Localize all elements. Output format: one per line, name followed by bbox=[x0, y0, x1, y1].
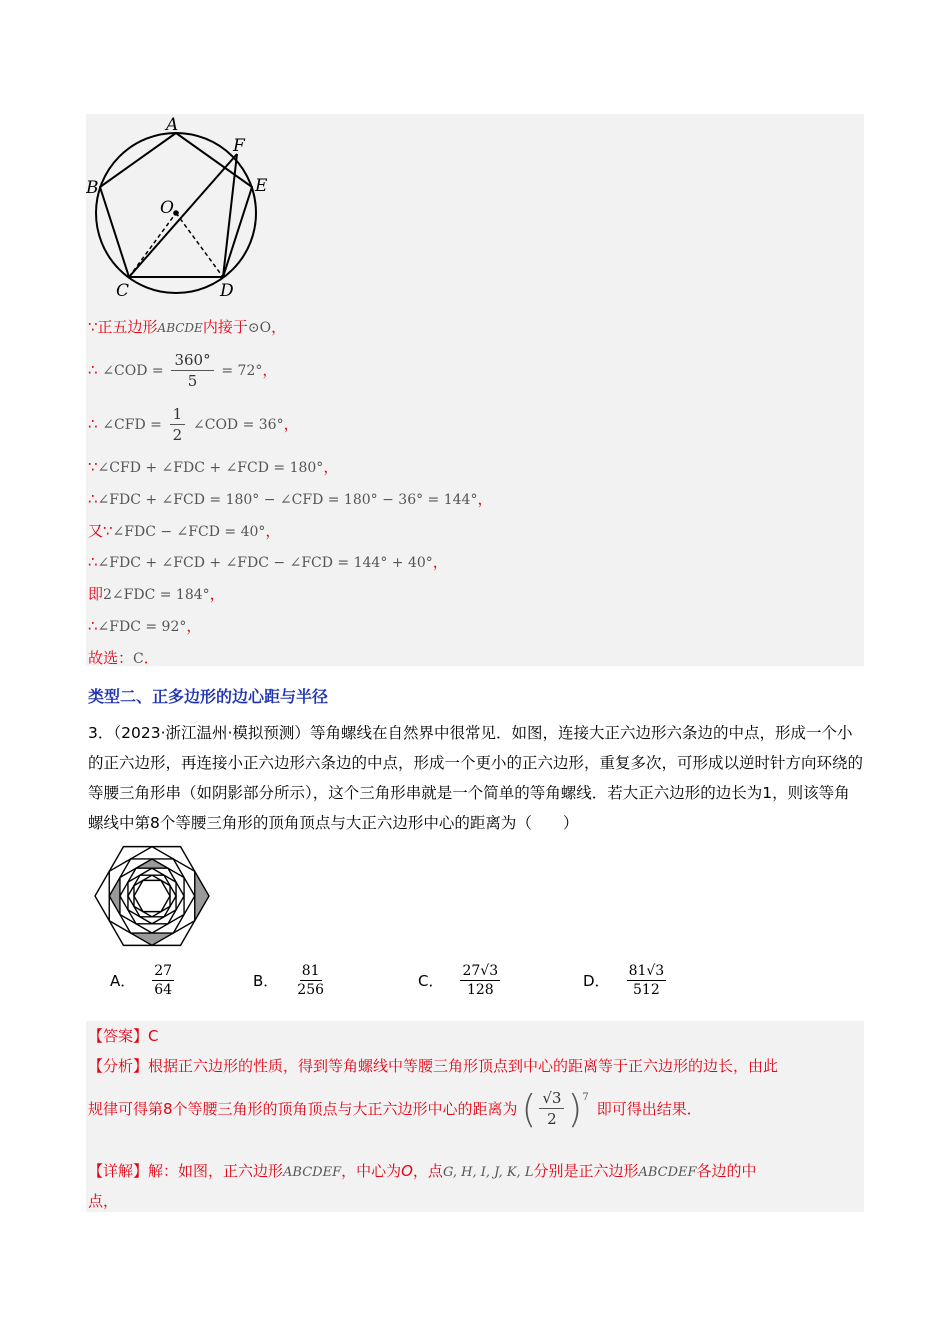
math: ABCDE bbox=[157, 321, 203, 335]
math: ∠FDC + ∠FCD = 180° − ∠CFD = 180° − 36° = 144° bbox=[97, 492, 478, 508]
numerator: 360° bbox=[171, 350, 213, 371]
math: G, H, I, J, K, L bbox=[442, 1165, 534, 1180]
fraction bbox=[170, 404, 186, 445]
option-fraction bbox=[460, 962, 500, 999]
text: ∴ bbox=[88, 553, 98, 571]
detail-text: 各边的中 bbox=[696, 1162, 757, 1180]
hexagon bbox=[134, 875, 170, 917]
detail-text: O bbox=[401, 1162, 413, 1180]
hexagon-spiral-figure bbox=[86, 838, 218, 954]
label-f: F bbox=[233, 136, 245, 156]
hexagon bbox=[128, 875, 176, 917]
text: ∴ bbox=[88, 490, 98, 508]
text: ． bbox=[143, 649, 159, 667]
text: ∴ bbox=[88, 415, 98, 433]
text: ∵ bbox=[88, 458, 98, 476]
label-d: D bbox=[220, 281, 234, 301]
numerator: 81 bbox=[301, 963, 320, 979]
label-b: B bbox=[86, 178, 99, 198]
option-label: B． bbox=[253, 972, 279, 990]
hexagon bbox=[128, 868, 176, 924]
detail-text: 分别是正六边形 bbox=[533, 1162, 639, 1180]
exponent: 7 bbox=[582, 1092, 589, 1103]
pentagon-circle-figure bbox=[86, 114, 286, 304]
option-fraction bbox=[627, 962, 667, 999]
detail-tag: 【详解】 bbox=[88, 1162, 149, 1180]
analysis-text: 规律可得第8个等腰三角形的顶角顶点与大正六边形中心的距离为 bbox=[88, 1100, 518, 1118]
option-a[interactable] bbox=[110, 962, 177, 999]
text: 又∵ bbox=[88, 522, 113, 540]
detail-text: 解：如图，正六边形 bbox=[148, 1162, 284, 1180]
hexagon bbox=[109, 859, 195, 933]
analysis-tag: 【分析】 bbox=[88, 1057, 149, 1075]
denominator: 2 bbox=[172, 426, 183, 444]
numerator: 1 bbox=[170, 404, 186, 425]
option-c[interactable] bbox=[418, 962, 503, 999]
paren: ( bbox=[521, 1086, 537, 1131]
section-heading: 类型二、正多边形的边心距与半径 bbox=[88, 687, 329, 706]
paren: ) bbox=[567, 1086, 583, 1131]
detail-line-2: 点， bbox=[88, 1192, 119, 1210]
math: C bbox=[133, 651, 144, 667]
solution-line-1 bbox=[88, 316, 286, 337]
solution-line-7 bbox=[88, 551, 448, 572]
spiral-triangle bbox=[131, 933, 174, 945]
spiral-triangle bbox=[136, 859, 168, 868]
solution-line-2 bbox=[88, 350, 277, 391]
solution-line-6 bbox=[88, 520, 280, 541]
solution-line-8 bbox=[88, 583, 225, 604]
analysis-line-1 bbox=[88, 1055, 778, 1076]
math: ∠COD = 36° bbox=[193, 417, 284, 433]
text: 故选： bbox=[88, 649, 134, 667]
math: ∠FDC + ∠FCD + ∠FDC − ∠FCD = 144° + 40° bbox=[97, 555, 433, 571]
denominator: 5 bbox=[187, 372, 198, 390]
solution-line-9 bbox=[88, 615, 201, 636]
option-d[interactable] bbox=[583, 962, 669, 999]
numerator: 27√3 bbox=[462, 963, 499, 979]
denominator: 128 bbox=[466, 982, 494, 998]
label-e: E bbox=[255, 176, 268, 196]
option-fraction bbox=[295, 962, 326, 999]
option-fraction bbox=[152, 962, 174, 999]
text: ∵正五边形 bbox=[88, 318, 158, 336]
text: ∴ bbox=[88, 361, 98, 379]
answer-line bbox=[88, 1025, 159, 1046]
text: ， bbox=[271, 318, 287, 336]
text: ， bbox=[477, 490, 493, 508]
math: = 72° bbox=[221, 363, 263, 379]
math: ∠COD = bbox=[102, 363, 164, 379]
text: ， bbox=[186, 617, 202, 635]
power-expression bbox=[522, 1088, 589, 1129]
fraction bbox=[539, 1088, 564, 1129]
text: ， bbox=[265, 522, 281, 540]
denominator: 512 bbox=[633, 982, 660, 998]
spiral-triangle bbox=[195, 871, 209, 920]
label-a: A bbox=[166, 115, 179, 135]
answer-value: C bbox=[148, 1027, 159, 1045]
option-label: C． bbox=[418, 972, 444, 990]
numerator: 27 bbox=[154, 963, 173, 979]
hexagon bbox=[120, 868, 184, 924]
question-source: （2023·浙江温州·模拟预测） bbox=[113, 724, 310, 742]
text: ， bbox=[323, 458, 339, 476]
numerator: 81√3 bbox=[628, 963, 665, 979]
question-number: 3． bbox=[88, 724, 114, 742]
analysis-text: 根据正六边形的性质，得到等角螺线中等腰三角形顶点到中心的距离等于正六边形的边长，由此 bbox=[148, 1057, 779, 1075]
question-text bbox=[88, 718, 864, 838]
math: ∠CFD = bbox=[102, 417, 162, 433]
detail-text: ，点 bbox=[412, 1162, 443, 1180]
spiral-triangle bbox=[109, 877, 120, 914]
hexagon bbox=[134, 880, 170, 911]
denominator: 2 bbox=[547, 1110, 557, 1128]
math: ABCDEF bbox=[638, 1165, 697, 1180]
text: ， bbox=[283, 415, 299, 433]
denominator: 256 bbox=[297, 982, 325, 998]
detail-line-1 bbox=[88, 1160, 757, 1181]
numerator: √3 bbox=[539, 1088, 564, 1109]
label-c: C bbox=[116, 281, 130, 301]
math: ∠CFD + ∠FDC + ∠FCD = 180° bbox=[97, 460, 324, 476]
math: ∠FDC − ∠FCD = 40° bbox=[112, 524, 266, 540]
math: ∠FDC = 92° bbox=[97, 619, 187, 635]
analysis-text: 即可得出结果． bbox=[596, 1100, 702, 1118]
math: 2∠FDC = 184° bbox=[103, 587, 210, 603]
text: 内接于 bbox=[202, 318, 248, 336]
text: ， bbox=[262, 361, 278, 379]
math: ⊙O bbox=[247, 320, 272, 336]
math: ABCDEF bbox=[283, 1165, 342, 1180]
option-label: D． bbox=[583, 972, 610, 990]
solution-line-5 bbox=[88, 488, 492, 509]
text: 即 bbox=[88, 585, 104, 603]
detail-text: ，中心为 bbox=[341, 1162, 402, 1180]
solution-line-10 bbox=[88, 647, 159, 668]
label-o: O bbox=[160, 198, 174, 218]
answer-tag: 【答案】 bbox=[88, 1027, 149, 1045]
analysis-line-2 bbox=[88, 1088, 702, 1129]
text: ， bbox=[432, 553, 448, 571]
text: ， bbox=[209, 585, 225, 603]
solution-line-4 bbox=[88, 456, 338, 477]
option-label: A． bbox=[110, 972, 136, 990]
text: ∴ bbox=[88, 617, 98, 635]
option-b[interactable] bbox=[253, 962, 329, 999]
solution-line-3 bbox=[88, 404, 299, 445]
fraction bbox=[171, 350, 213, 391]
question-body: 等角螺线在自然界中很常见．如图，连接大正六边形六条边的中点，形成一个小的正六边形，再连接小正六边形六条边的中点，形成一个更小的正六边形，重复多次，可形成以逆时针方向环绕的等腰三角形串（如阴影部分所示），这个三角形串就是一个简单的等角螺线．若大正六边形的边长为1，则该等角螺线中第8个等腰三角形的顶角顶点与大正六边形中心的距离为（ ） bbox=[88, 724, 864, 832]
hexagon bbox=[120, 859, 184, 933]
denominator: 64 bbox=[154, 982, 173, 998]
